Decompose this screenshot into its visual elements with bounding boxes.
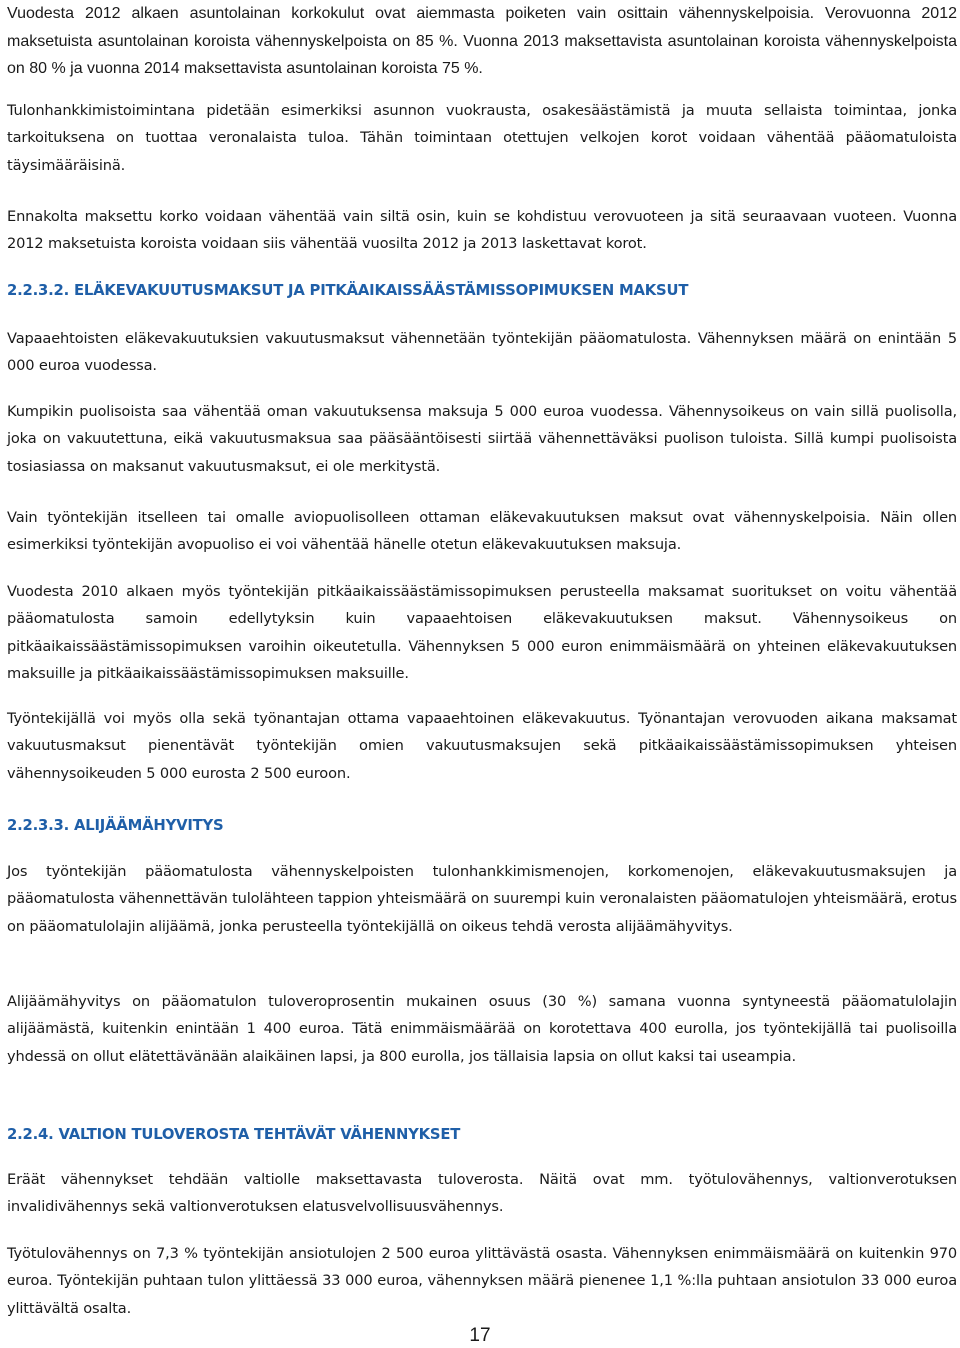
paragraph-earned-income-deduction: Työtulovähennys on 7,3 % työntekijän ansiotulojen 2 500 euroa ylittävästä osasta. Vähennyksen enimmäismäärä on kuitenkin 970 euroa. Työntekijän puhtaan tulon ylittäessä 33 000 euroa, vähennyksen määrä pienenee 1,1 %:lla puhtaan ansiotulon 33 000 euroa ylittävältä osalta. xyxy=(7,1245,957,1317)
paragraph-state-tax-deductions: Eräät vähennykset tehdään valtiolle maksettavasta tuloverosta. Näitä ovat mm. työtulovähennys, valtionverotuksen invalidivähennys sekä valtionverotuksen elatusvelvollisuusvähennys. xyxy=(7,1171,957,1216)
section-heading-deficit-credit: 2.2.3.3. ALIJÄÄMÄHYVITYS xyxy=(7,817,224,834)
paragraph-mortgage-interest: Vuodesta 2012 alkaen asuntolainan korkokulut ovat aiemmasta poiketen vain osittain vähennyskelpoisia. Verovuonna 2012 maksetuista asuntolainan koroista vähennyskelpoista on 85 %. Vuonna 2013 maksettavista asuntolainan koroista vähennyskelpoista on 80 % ja vuonna 2014 maksettavista asuntolainan koroista 75 %. xyxy=(7,5,957,78)
paragraph-income-activity: Tulonhankkimistoimintana pidetään esimerkiksi asunnon vuokrausta, osakesäästämistä ja muuta sellaista toimintaa, jonka tarkoituksena on tuottaa veronalaista tuloa. Tähän toimintaan otettujen velkojen korot voidaan vähentää pääomatuloista täysimääräisinä. xyxy=(7,102,957,174)
paragraph-long-term-savings: Vuodesta 2010 alkaen myös työntekijän pitkäaikaissäästämissopimuksen perusteella maksamat suoritukset on voitu vähentää pääomatulosta samoin edellytyksin kuin vapaaehtoisen eläkevakuutuksen maksut. Vähennysoikeus on pitkäaikaissäästämissopimuksen varoihin oikeutetulla. Vähennyksen 5 000 euron enimmäismäärä on yhteinen eläkevakuutuksen maksuille ja pitkäaikaissäästämissopimuksen maksuille. xyxy=(7,583,957,683)
paragraph-deficit-definition: Jos työntekijän pääomatulosta vähennyskelpoisten tulonhankkimismenojen, korkomenojen, eläkevakuutusmaksujen ja pääomatulosta vähennettävän tulolähteen tappion yhteismäärä on suurempi kuin veronalaisten pääomatulojen yhteismäärä, erotus on pääomatulolajin alijäämä, jonka perusteella työntekijällä on oikeus tehdä verosta alijäämähyvitys. xyxy=(7,863,957,935)
paragraph-employer-insurance: Työntekijällä voi myös olla sekä työnantajan ottama vapaaehtoinen eläkevakuutus. Työnantajan verovuoden aikana maksamat vakuutusmaksut pienentävät työntekijän omien vakuutusmaksujen sekä pitkäaikaissäästämissopimuksen yhteisen vähennysoikeuden 5 000 eurosta 2 500 euroon. xyxy=(7,710,957,782)
paragraph-spouses: Kumpikin puolisoista saa vähentää oman vakuutuksensa maksuja 5 000 euroa vuodessa. Vähennysoikeus on vain sillä puolisolla, joka on vakuutettuna, eikä vakuutusmaksua saa pääsääntöisesti siirtää vähennettäväksi puolison tuloista. Sillä kumpi puolisoista tosiasiassa on maksanut vakuutusmaksut, ei ole merkitystä. xyxy=(7,403,957,475)
paragraph-voluntary-pension: Vapaaehtoisten eläkevakuutuksien vakuutusmaksut vähennetään työntekijän pääomatulosta. Vähennyksen määrä on enintään 5 000 euroa vuodessa. xyxy=(7,330,957,375)
paragraph-own-insurance: Vain työntekijän itselleen tai omalle aviopuolisolleen ottaman eläkevakuutuksen maksut ovat vähennyskelpoisia. Näin ollen esimerkiksi työntekijän avopuoliso ei voi vähentää hänelle otetun eläkevakuutuksen maksuja. xyxy=(7,509,957,554)
section-heading-pension: 2.2.3.2. ELÄKEVAKUUTUSMAKSUT JA PITKÄAIKAISSÄÄSTÄMISSOPIMUKSEN MAKSUT xyxy=(7,282,689,299)
paragraph-prepaid-interest: Ennakolta maksettu korko voidaan vähentää vain siltä osin, kuin se kohdistuu verovuoteen ja sitä seuraavaan vuoteen. Vuonna 2012 maksetuista koroista voidaan siis vähentää vuosilta 2012 ja 2013 laskettavat korot. xyxy=(7,208,957,253)
section-heading-state-deductions: 2.2.4. VALTION TULOVEROSTA TEHTÄVÄT VÄHENNYKSET xyxy=(7,1126,461,1143)
page-number: 17 xyxy=(469,1325,491,1346)
paragraph-deficit-amount: Alijäämähyvitys on pääomatulon tuloveroprosentin mukainen osuus (30 %) samana vuonna syntyneestä pääomatulolajin alijäämästä, kuitenkin enintään 1 400 euroa. Tätä enimmäismäärää on korotettava 400 eurolla, jos työntekijällä tai puolisoilla yhdessä on ollut elätettävänään alaikäinen lapsi, ja 800 eurolla, jos tällaisia lapsia on ollut kaksi tai useampia. xyxy=(7,993,957,1065)
